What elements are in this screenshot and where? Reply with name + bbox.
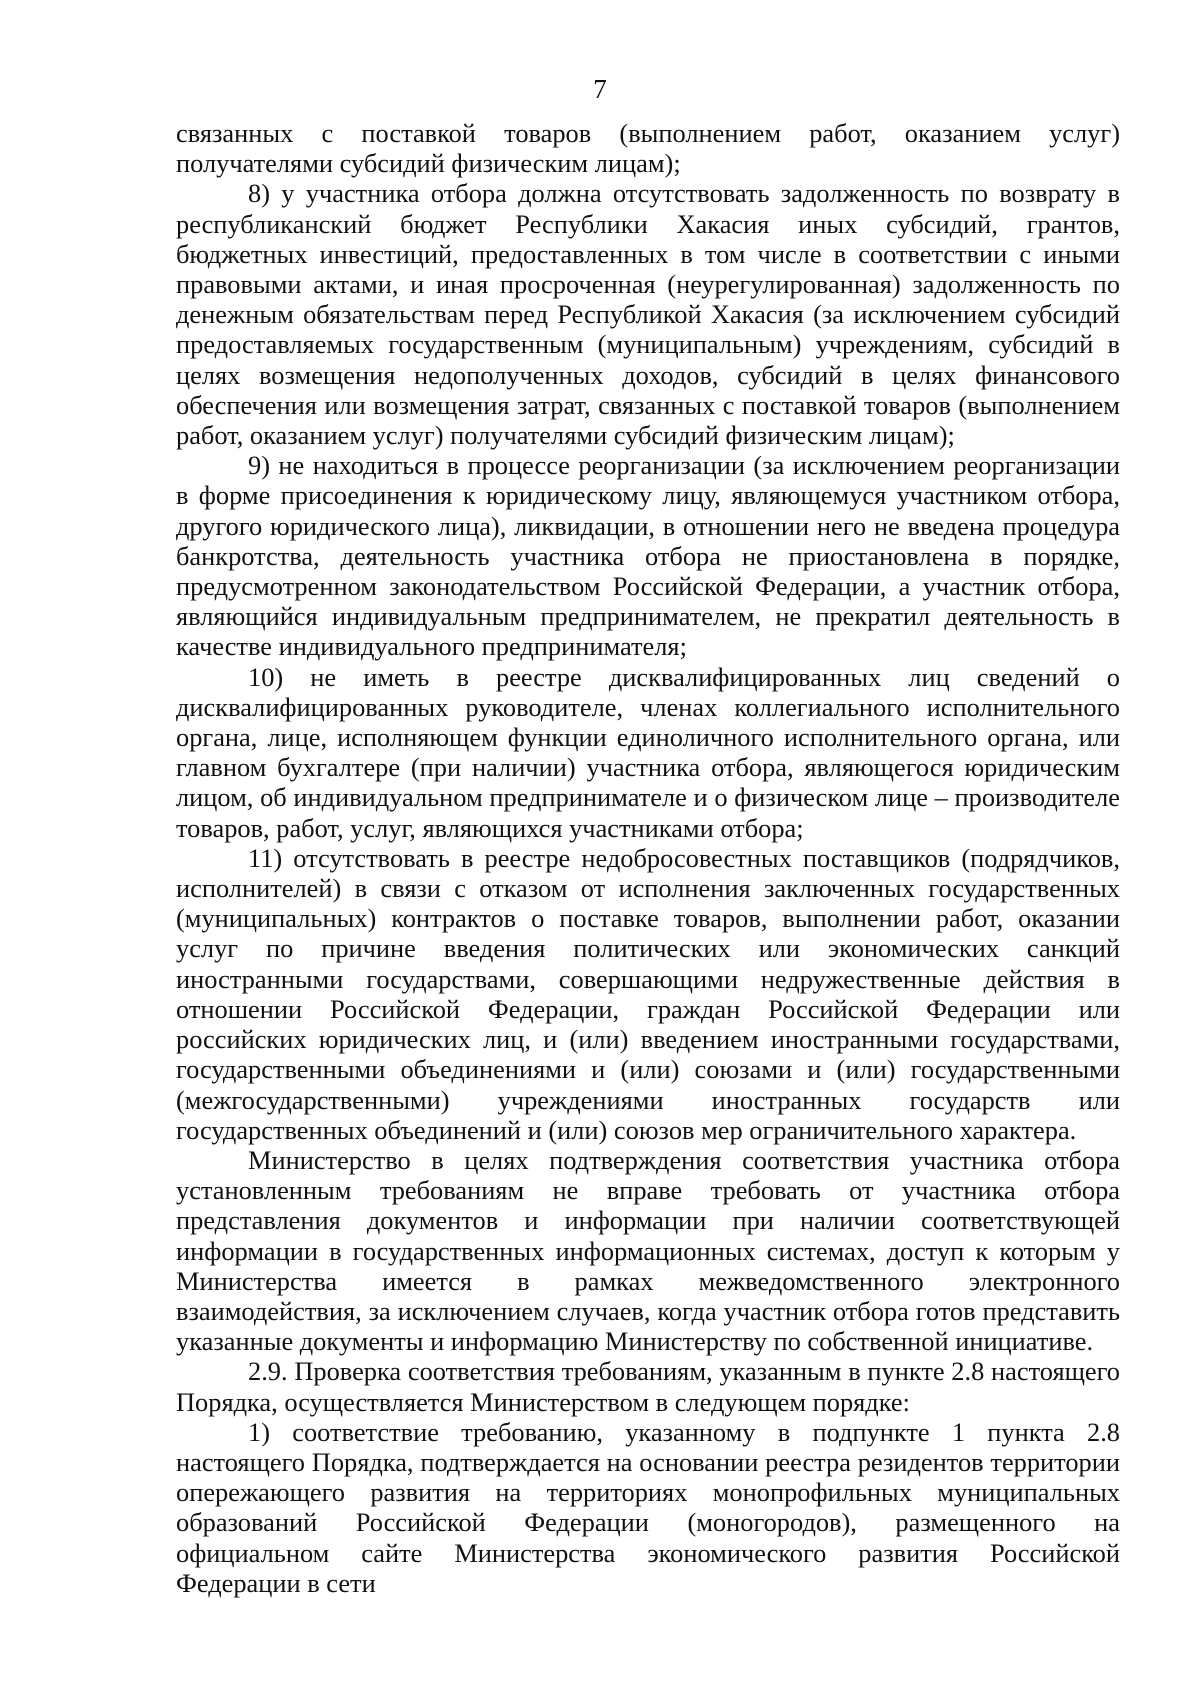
paragraph-ministry: Министерство в целях подтверждения соответствия участника отбора установленным требованиям не вправе требовать от участника отбора представления документов и информации при наличии соответствующей информации в государственных информационных системах, доступ к которым у Министерства имеется в рамках межведомственного электронного взаимодействия, за исключением случаев, когда участник отбора готов представить указанные документы и информацию Министерству по собственной инициативе. [176, 1144, 1120, 1357]
paragraph-item-9: 9) не находиться в процессе реорганизации (за исключением реорганизации в форме присоединения к юридическому лицу, являющемуся участником отбора, другого юридического лица), ликвидации, в отношении него не введена процедура банкротства, деятельность участника отбора не приостановлена в порядке, предусмотренном законодательством Российской Федерации, а участник отбора, являющийся индивидуальным предпринимателем, не прекратил деятельность в качестве индивидуального предпринимателя; [176, 450, 1120, 662]
document-body [176, 118, 1120, 1598]
paragraph-item-11: 11) отсутствовать в реестре недобросовестных поставщиков (подрядчиков, исполнителей) в связи с отказом от исполнения заключенных государственных (муниципальных) контрактов о поставке товаров, выполнении работ, оказании услуг по причине введения политических или экономических санкций иностранными государствами, совершающими недружественные действия в отношении Российской Федерации, граждан Российской Федерации или российских юридических лиц, и (или) введением иностранными государствами, государственными объединениями и (или) союзами и (или) государственными (межгосударственными) учреждениями иностранных государств или государственных объединений и (или) союзов мер ограничительного характера. [176, 842, 1120, 1145]
paragraph-continuation: связанных с поставкой товаров (выполнением работ, оказанием услуг) получателями субсидий физическим лицам); [176, 118, 1120, 179]
paragraph-section-2-9: 2.9. Проверка соответствия требованиям, указанным в пункте 2.8 настоящего Порядка, осуществляется Министерством в следующем порядке: [176, 1356, 1120, 1417]
page-number: 7 [593, 74, 607, 104]
paragraph-item-10: 10) не иметь в реестре дисквалифицированных лиц сведений о дисквалифицированных руководителе, членах коллегиального исполнительного органа, лице, исполняющем функции единоличного исполнительного органа, или главном бухгалтере (при наличии) участника отбора, являющегося юридическим лицом, об индивидуальном предпринимателе и о физическом лице – производителе товаров, работ, услуг, являющихся участниками отбора; [176, 661, 1120, 843]
paragraph-subitem-1: 1) соответствие требованию, указанному в подпункте 1 пункта 2.8 настоящего Порядка, подтверждается на основании реестра резидентов территории опережающего развития на территориях монопрофильных муниципальных образований Российской Федерации (моногородов), размещенного на официальном сайте Министерства экономического развития Российской Федерации в сети [176, 1416, 1120, 1598]
paragraph-item-8: 8) у участника отбора должна отсутствовать задолженность по возврату в республиканский бюджет Республики Хакасия иных субсидий, грантов, бюджетных инвестиций, предоставленных в том числе в соответствии с иными правовыми актами, и иная просроченная (неурегулированная) задолженность по денежным обязательствам перед Республикой Хакасия (за исключением субсидий предоставляемых государственным (муниципальным) учреждениям, субсидий в целях возмещения недополученных доходов, субсидий в целях финансового обеспечения или возмещения затрат, связанных с поставкой товаров (выполнением работ, оказанием услуг) получателями субсидий физическим лицам); [176, 178, 1120, 451]
